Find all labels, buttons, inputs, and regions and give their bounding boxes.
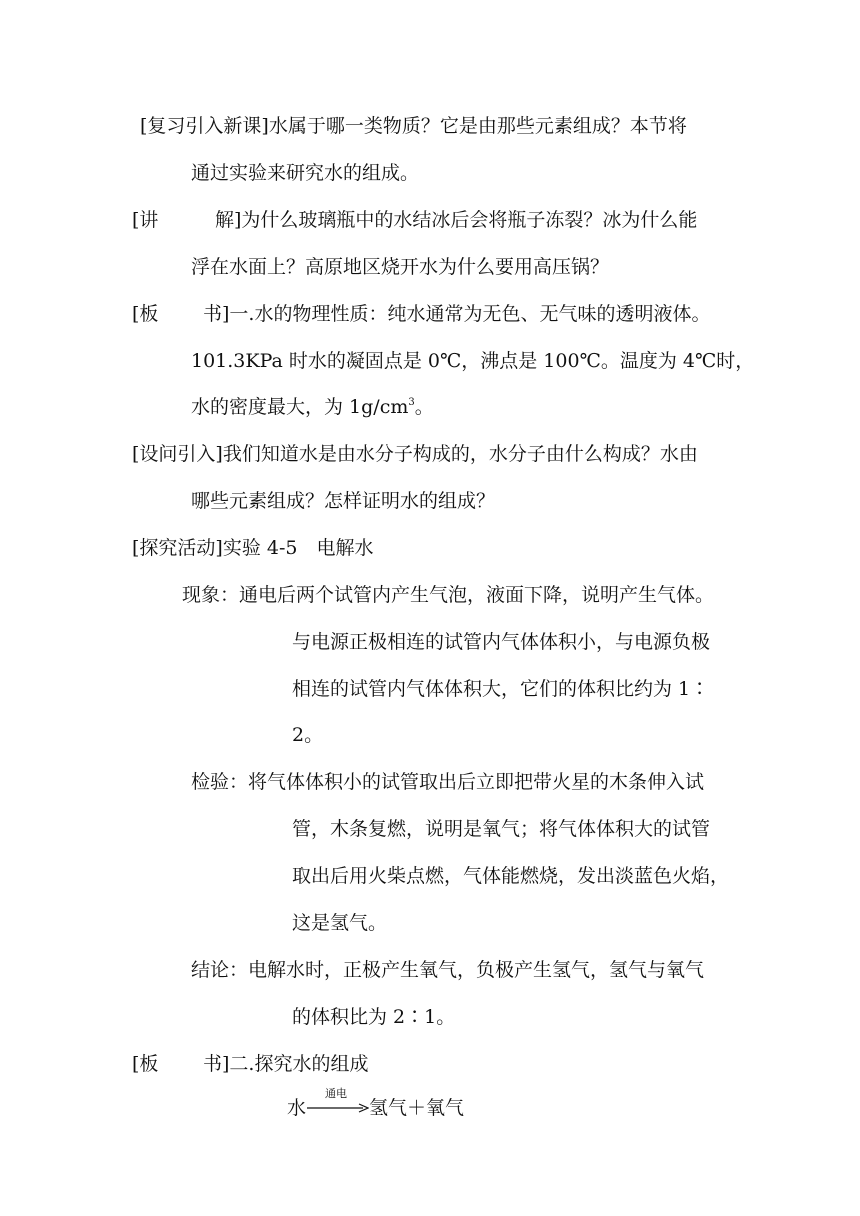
question-intro-cont: 哪些元素组成？怎样证明水的组成？ [191, 490, 496, 512]
phenomenon-line: 现象：通电后两个试管内产生气泡，液面下降，说明产生气体。 [182, 584, 715, 606]
board-line-1: 书]一.水的物理性质：纯水通常为无色、无气味的透明液体。 [203, 303, 711, 325]
board-tag-start: [板 [132, 303, 159, 325]
phenomenon-cont-2: 相连的试管内气体体积大，它们的体积比约为 1∶ [292, 678, 710, 700]
test-line: 检验：将气体体积小的试管取出后立即把带火星的木条伸入试 [191, 771, 705, 793]
conclusion-line: 结论：电解水时，正极产生氧气，负极产生氢气，氢气与氧气 [191, 959, 705, 981]
test-cont-2: 取出后用火柴点燃，气体能燃烧，发出淡蓝色火焰， [292, 865, 730, 887]
lecture-line: 解]为什么玻璃瓶中的水结冰后会将瓶子冻裂？冰为什么能 [215, 209, 698, 231]
question-intro-line: [设问引入]我们知道水是由水分子构成的，水分子由什么构成？水由 [132, 443, 698, 465]
review-intro-line: [复习引入新课]水属于哪一类物质？它是由那些元素组成？本节将 [140, 115, 687, 137]
lecture-tag-start: [讲 [132, 209, 159, 231]
equation-products: 氢气＋氧气 [369, 1097, 465, 1119]
phenomenon-cont-1: 与电源正极相连的试管内气体体积小，与电源负极 [292, 631, 711, 653]
board-line-1-cont: 101.3KPa 时水的凝固点是 0℃，沸点是 100℃。温度为 4℃时， [191, 350, 755, 372]
test-cont-3: 这是氢气。 [292, 912, 388, 934]
test-cont-1: 管，木条复燃，说明是氧气；将气体体积大的试管 [292, 818, 711, 840]
conclusion-cont: 的体积比为 2∶1。 [292, 1006, 456, 1028]
board-line-1-density: 水的密度最大，为 $1g/cm^3$。 [191, 396, 434, 418]
equation-condition: 通电 [325, 1087, 347, 1100]
board-tag-start-2: [板 [132, 1053, 159, 1075]
reaction-arrow-icon [307, 1102, 369, 1114]
board-line-2: 书]二.探究水的组成 [203, 1053, 369, 1075]
lecture-cont: 浮在水面上？高原地区烧开水为什么要用高压锅？ [191, 256, 610, 278]
phenomenon-cont-3: 2。 [292, 724, 324, 746]
equation-reactant: 水 [287, 1097, 307, 1119]
experiment-heading: [探究活动]实验 4-5 电解水 [132, 537, 374, 559]
superscript-3: 3 [408, 397, 415, 408]
review-intro-cont: 通过实验来研究水的组成。 [191, 162, 420, 184]
